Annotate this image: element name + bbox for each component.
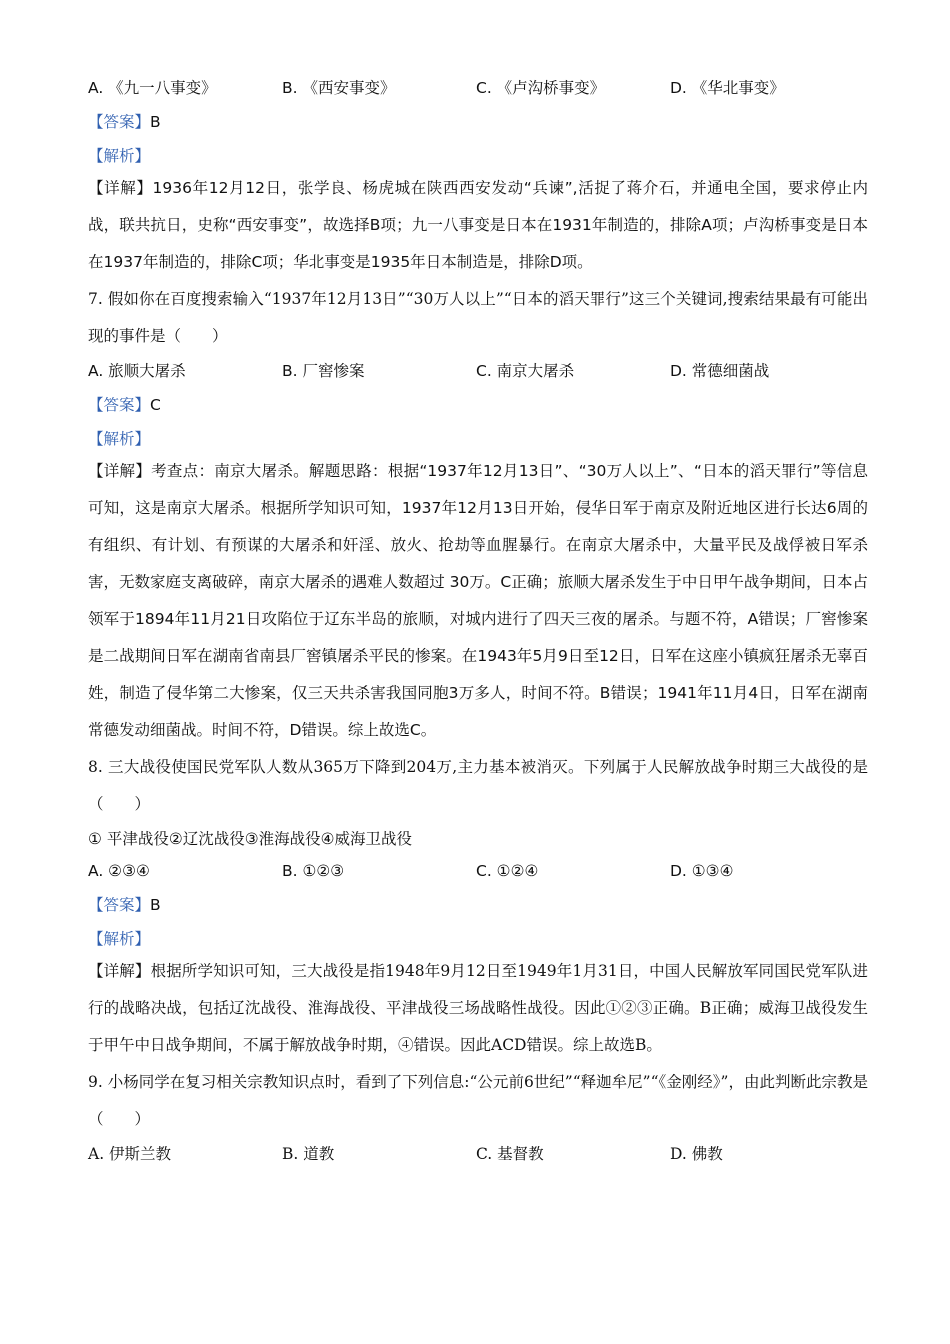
q7-option-c: C. 南京大屠杀 (476, 362, 575, 380)
q7-option-b: B. 厂窖惨案 (282, 362, 365, 380)
q9-option-a: A. 伊斯兰教 (88, 1145, 172, 1163)
q8-detail-label: 【详解】 (88, 962, 151, 980)
q8-option-a: A. ②③④ (88, 862, 150, 880)
q8-answer-label: 【答案】 (88, 896, 151, 914)
q9-options (88, 1144, 868, 1164)
q9-option-b: B. 道教 (282, 1145, 335, 1163)
q9-option-d: D. 佛教 (670, 1145, 723, 1163)
q6-detail-label: 【详解】 (88, 179, 153, 197)
q7-stem: 7. 假如你在百度搜索输入“1937年12月13日”“30万人以上”“日本的滔天罪行”这三个关键词,搜索结果最有可能出现的事件是（ ） (88, 290, 868, 345)
q7-options (88, 361, 868, 381)
q8-option-c: C. ①②④ (476, 862, 539, 880)
q6-option-d: D. 《华北事变》 (670, 79, 785, 97)
q6-detail-text: 1936年12月12日，张学良、杨虎城在陕西西安发动“兵谏”,活捉了蒋介石，并通电全国，要求停止内战，联共抗日，史称“西安事变”，故选择B项；九一八事变是日本在1931年制造的，排除A项；卢沟桥事变是日本在1937年制造的，排除C项；华北事变是1935年日本制造是，排除D项。 (88, 179, 868, 271)
q7-detail (88, 453, 868, 749)
q7-detail-text: 考查点：南京大屠杀。解题思路：根据“1937年12月13日”、“30万人以上”、“日本的滔天罪行”等信息可知，这是南京大屠杀。根据所学知识可知，1937年12月13日开始，侵华日军于南京及附近地区进行长达6周的有组织、有计划、有预谋的大屠杀和奸淫、放火、抢劫等血腥暴行。在南京大屠杀中，大量平民及战俘被日军杀害，无数家庭支离破碎，南京大屠杀的遇难人数超过 30万。C正确；旅顺大屠杀发生于中日甲午战争期间，日本占领军于1894年11月21日攻陷位于辽东半岛的旅顺，对城内进行了四天三夜的屠杀。与题不符，A错误；厂窖惨案是二战期间日军在湖南省南县厂窖镇屠杀平民的惨案。在1943年5月9日至12日，日军在这座小镇疯狂屠杀无辜百姓，制造了侵华第二大惨案，仅三天共杀害我国同胞3万多人，时间不符。B错误；1941年11月4日，日军在湖南常德发动细菌战。时间不符，D错误。综上故选C。 (88, 462, 868, 739)
q9-option-c: C. 基督教 (476, 1145, 544, 1163)
q8-stem: 8. 三大战役使国民党军队人数从365万下降到204万,主力基本被消灭。下列属于人民解放战争时期三大战役的是（ ） (88, 758, 868, 813)
q9-stem: 9. 小杨同学在复习相关宗教知识点时，看到了下列信息:“公元前6世纪”“释迦牟尼”“《金刚经》”，由此判断此宗教是（ ） (88, 1073, 868, 1128)
q6-option-a: A. 《九一八事变》 (88, 79, 217, 97)
q8-options (88, 861, 868, 881)
q7-option-a: A. 旅顺大屠杀 (88, 362, 186, 380)
q6-answer (88, 112, 868, 132)
q8-items: ① 平津战役②辽沈战役③淮海战役④威海卫战役 (88, 830, 413, 848)
q8-answer-value: B (150, 896, 161, 914)
q6-answer-label: 【答案】 (88, 113, 151, 131)
q7-answer (88, 395, 868, 415)
q6-detail (88, 170, 868, 281)
q7-option-d: D. 常德细菌战 (670, 362, 770, 380)
q7-answer-label: 【答案】 (88, 396, 151, 414)
q8-answer (88, 895, 868, 915)
question-page (88, 78, 868, 1164)
q6-analysis-label: 【解析】 (88, 147, 151, 165)
q8-option-b: B. ①②③ (282, 862, 345, 880)
q7-analysis-label: 【解析】 (88, 430, 151, 448)
q8-analysis-label: 【解析】 (88, 930, 151, 948)
q8-option-d: D. ①③④ (670, 862, 734, 880)
q7-detail-label: 【详解】 (88, 462, 152, 480)
q6-option-b: B. 《西安事变》 (282, 79, 396, 97)
q7-answer-value: C (150, 396, 161, 414)
q6-answer-value: B (150, 113, 161, 131)
q6-options (88, 78, 868, 98)
q8-detail-text: 根据所学知识可知，三大战役是指1948年9月12日至1949年1月31日，中国人民解放军同国民党军队进行的战略决战，包括辽沈战役、淮海战役、平津战役三场战略性战役。因此①②③正确。B正确；威海卫战役发生于甲午中日战争期间，不属于解放战争时期，④错误。因此ACD错误。综上故选B。 (88, 962, 868, 1054)
q8-detail (88, 953, 868, 1064)
q6-option-c: C. 《卢沟桥事变》 (476, 79, 606, 97)
